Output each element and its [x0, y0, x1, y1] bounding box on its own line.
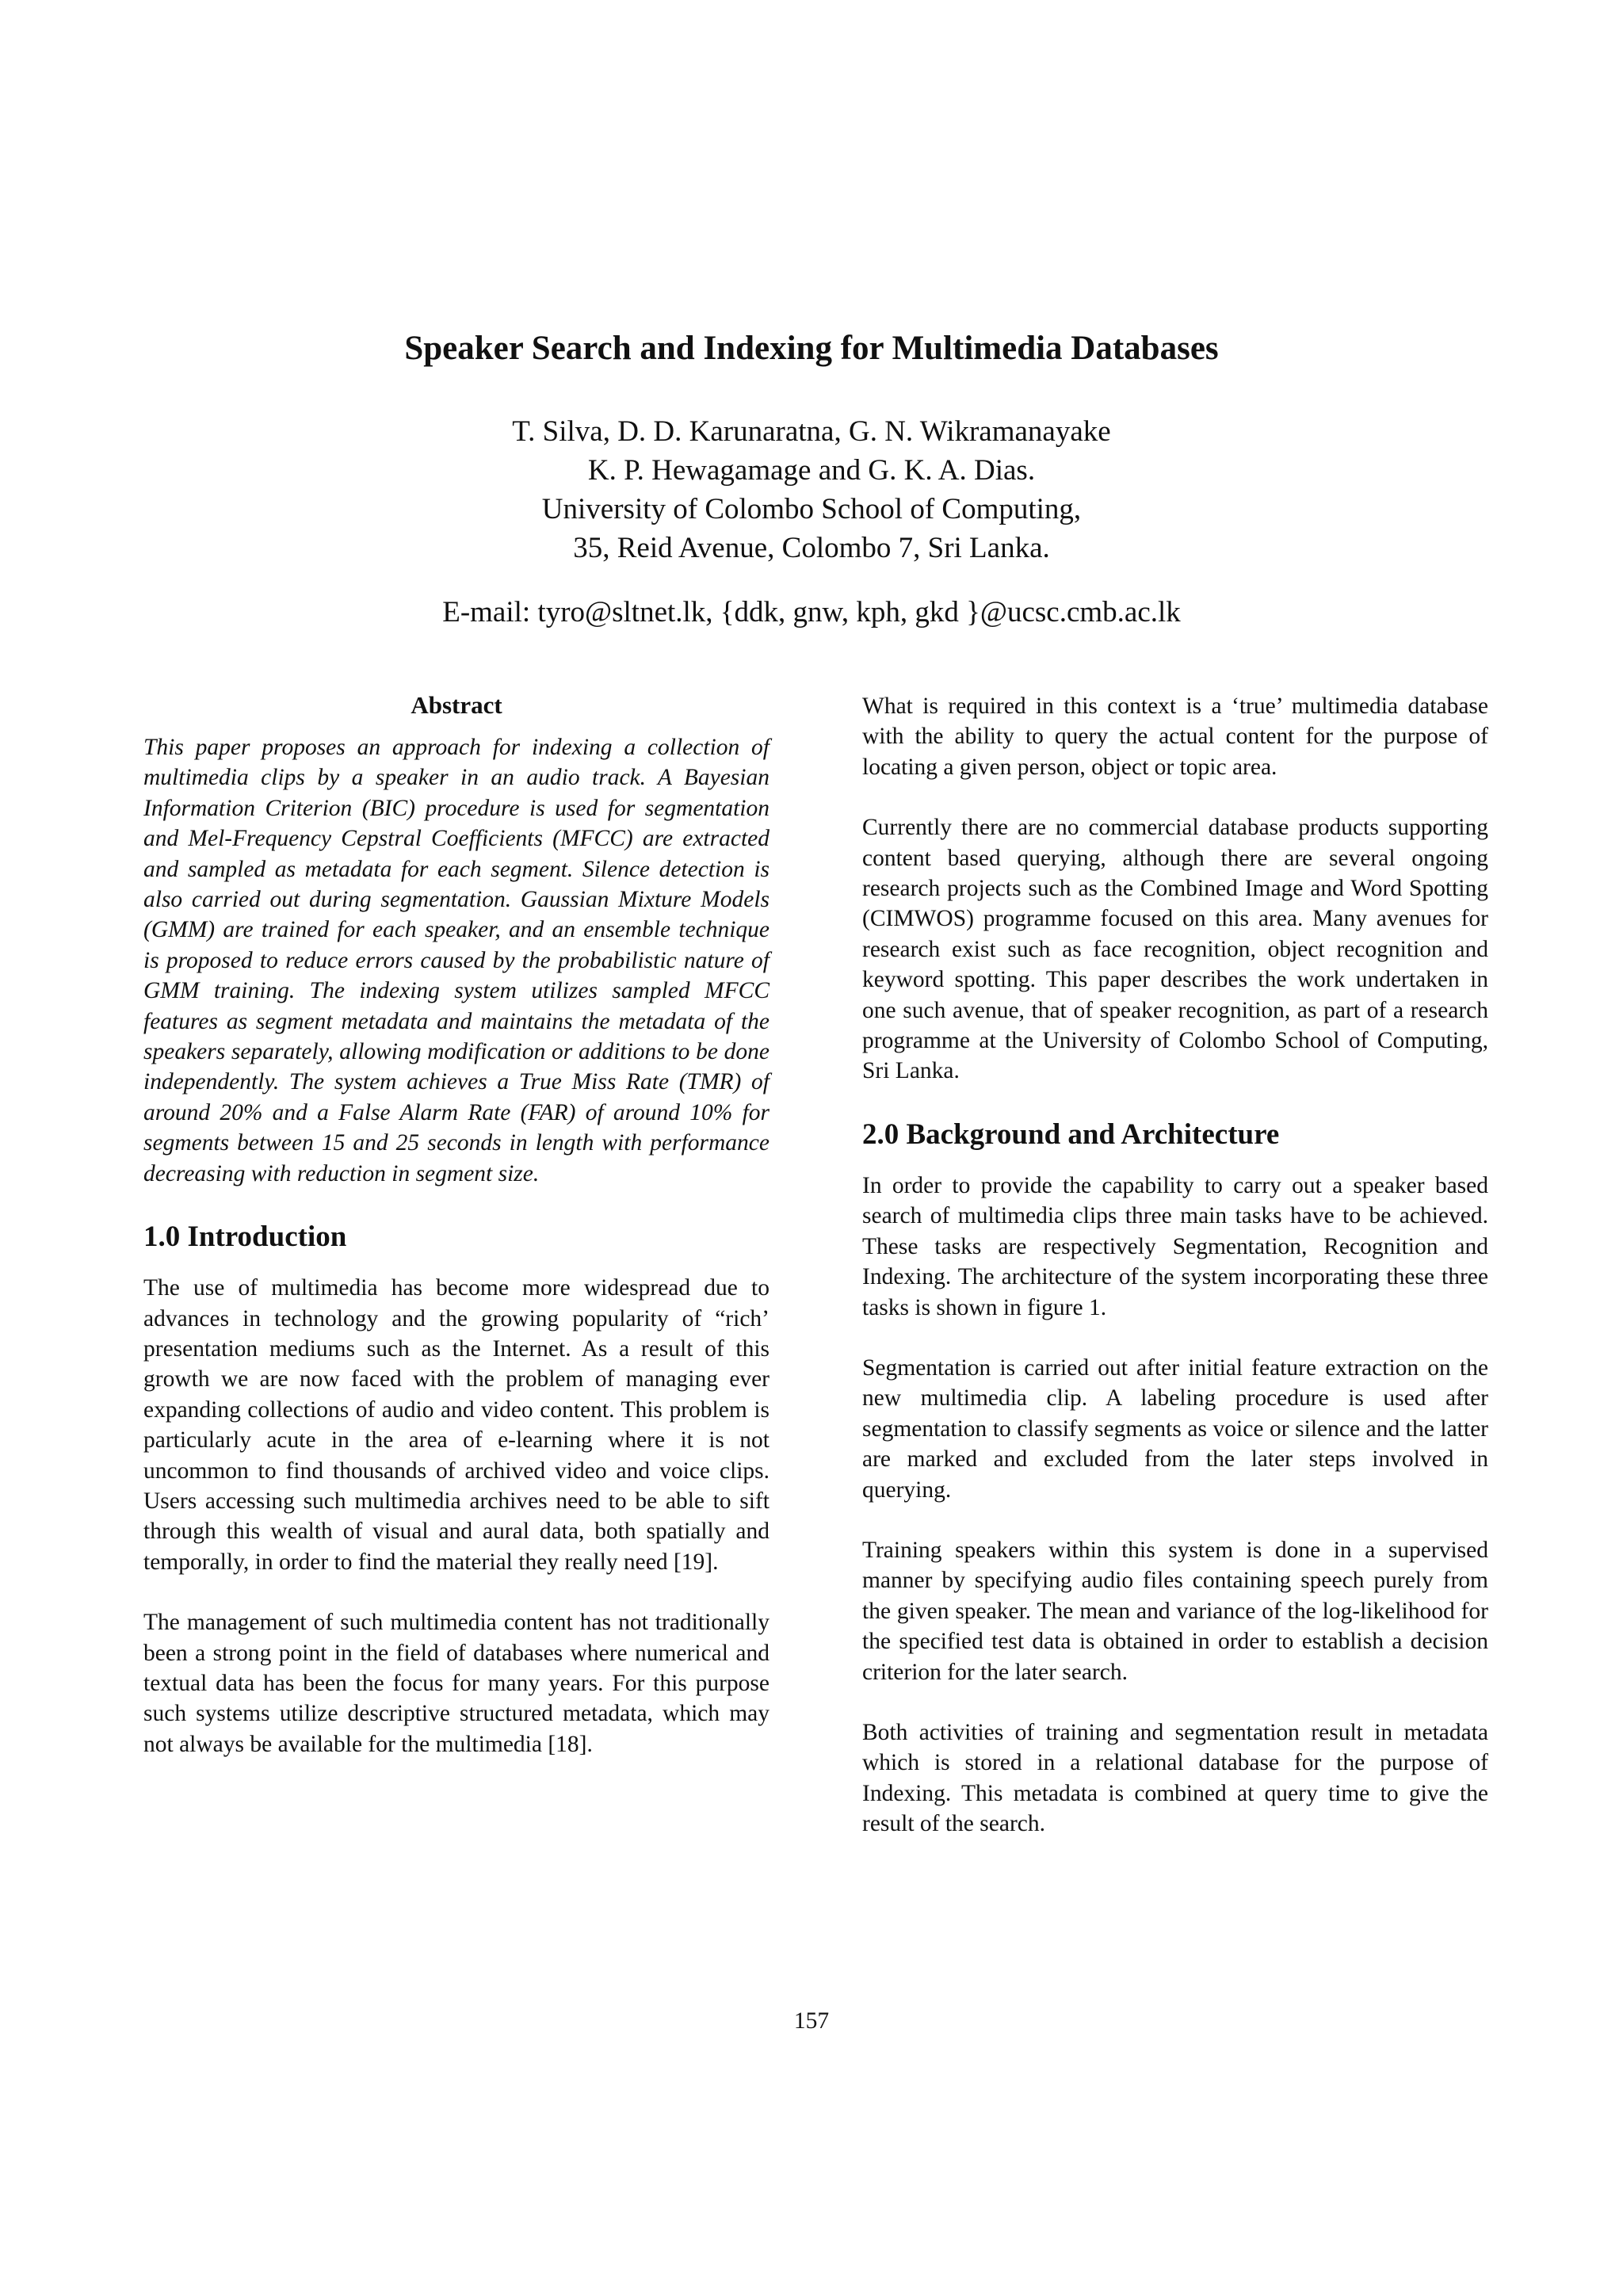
left-column [143, 690, 769, 1790]
background-paragraph-1: In order to provide the capability to carry out a speaker based search of multimedia clips three main tasks have to be achieved. These tasks are respectively Segmentation, Recognition and Indexing. The architecture of the system incorporating these three tasks is shown in figure 1. [862, 1172, 1488, 1320]
address-line: 35, Reid Avenue, Colombo 7, Sri Lanka. [573, 532, 1050, 564]
author-block [0, 412, 1623, 567]
section-heading-introduction: 1.0 Introduction [143, 1221, 347, 1254]
background-paragraph-3: Training speakers within this system is done in a supervised manner by specifying audio files containing speech purely from the given speaker. The mean and variance of the log-likelihood for the specified test data is obtained in order to establish a decision criterion for the later search. [862, 1537, 1488, 1685]
author-line-2: K. P. Hewagamage and G. K. A. Dias. [587, 454, 1036, 487]
paper-title: Speaker Search and Indexing for Multimedia Databases [404, 330, 1219, 367]
email-line: E-mail: tyro@sltnet.lk, {ddk, gnw, kph, gkd }@ucsc.cmb.ac.lk [442, 596, 1181, 628]
intro-paragraph-3: What is required in this context is a ‘true’ multimedia database with the ability to query the actual content for the purpose of locating a given person, object or topic area. [862, 693, 1488, 780]
intro-paragraph-1: The use of multimedia has become more widespread due to advances in technology and the growing popularity of “rich’ presentation mediums such as the Internet. As a result of this growth we are now faced with the problem of managing ever expanding collections of audio and video content. This problem is particularly acute in the area of e-learning where it is not uncommon to find thousands of archived video and voice clips. Users accessing such multimedia archives need to be able to sift through this wealth of visual and aural data, both spatially and temporally, in order to find the material they really need [19]. [143, 1275, 769, 1575]
page-number: 157 [793, 2008, 830, 2034]
right-column [862, 691, 1488, 1870]
intro-paragraph-2: The management of such multimedia content has not traditionally been a strong point in the field of databases where numerical and textual data has been the focus for many years. For this purpose such systems utilize descriptive structured metadata, which may not always be available for the multimedia [18]. [143, 1610, 769, 1757]
background-paragraph-2: Segmentation is carried out after initial feature extraction on the new multimedia clip. A labeling procedure is used after segmentation to classify segments as voice or silence and the latter are marked and excluded from the later steps involved in querying. [862, 1354, 1488, 1503]
affiliation-line: University of Colombo School of Computing, [541, 493, 1082, 525]
background-paragraph-4: Both activities of training and segmentation result in metadata which is stored in a relational database for the purpose of Indexing. This metadata is combined at query time to give the result of the search. [862, 1719, 1488, 1837]
intro-paragraph-4: Currently there are no commercial database products supporting content based querying, although there are several ongoing research projects such as the Combined Image and Word Spotting (CIMWOS) programme focused on this area. Many avenues for research exist such as face recognition, object recognition and keyword spotting. This paper describes the work undertaken in one such avenue, that of speaker recognition, as part of a research programme at the University of Colombo School of Computing, Sri Lanka. [862, 815, 1488, 1084]
section-heading-background: 2.0 Background and Architecture [862, 1117, 1280, 1151]
abstract-heading: Abstract [411, 691, 502, 719]
author-line-1: T. Silva, D. D. Karunaratna, G. N. Wikramanayake [512, 415, 1111, 448]
abstract-text: This paper proposes an approach for indexing a collection of multimedia clips by a speaker in an audio track. A Bayesian Information Criterion (BIC) procedure is used for segmentation and Mel-Frequency Cepstral Coefficients (MFCC) are extracted and sampled as metadata for each segment. Silence detection is also carried out during segmentation. Gaussian Mixture Models (GMM) are trained for each speaker, and an ensemble technique is proposed to reduce errors caused by the probabilistic nature of GMM training. The indexing system utilizes sampled MFCC features as segment metadata and maintains the metadata of the speakers separately, allowing modification or additions to be done independently. The system achieves a True Miss Rate (TMR) of around 20% and a False Alarm Rate (FAR) of around 10% for segments between 15 and 25 seconds in length with performance decreasing with reduction in segment size. [143, 735, 769, 1186]
